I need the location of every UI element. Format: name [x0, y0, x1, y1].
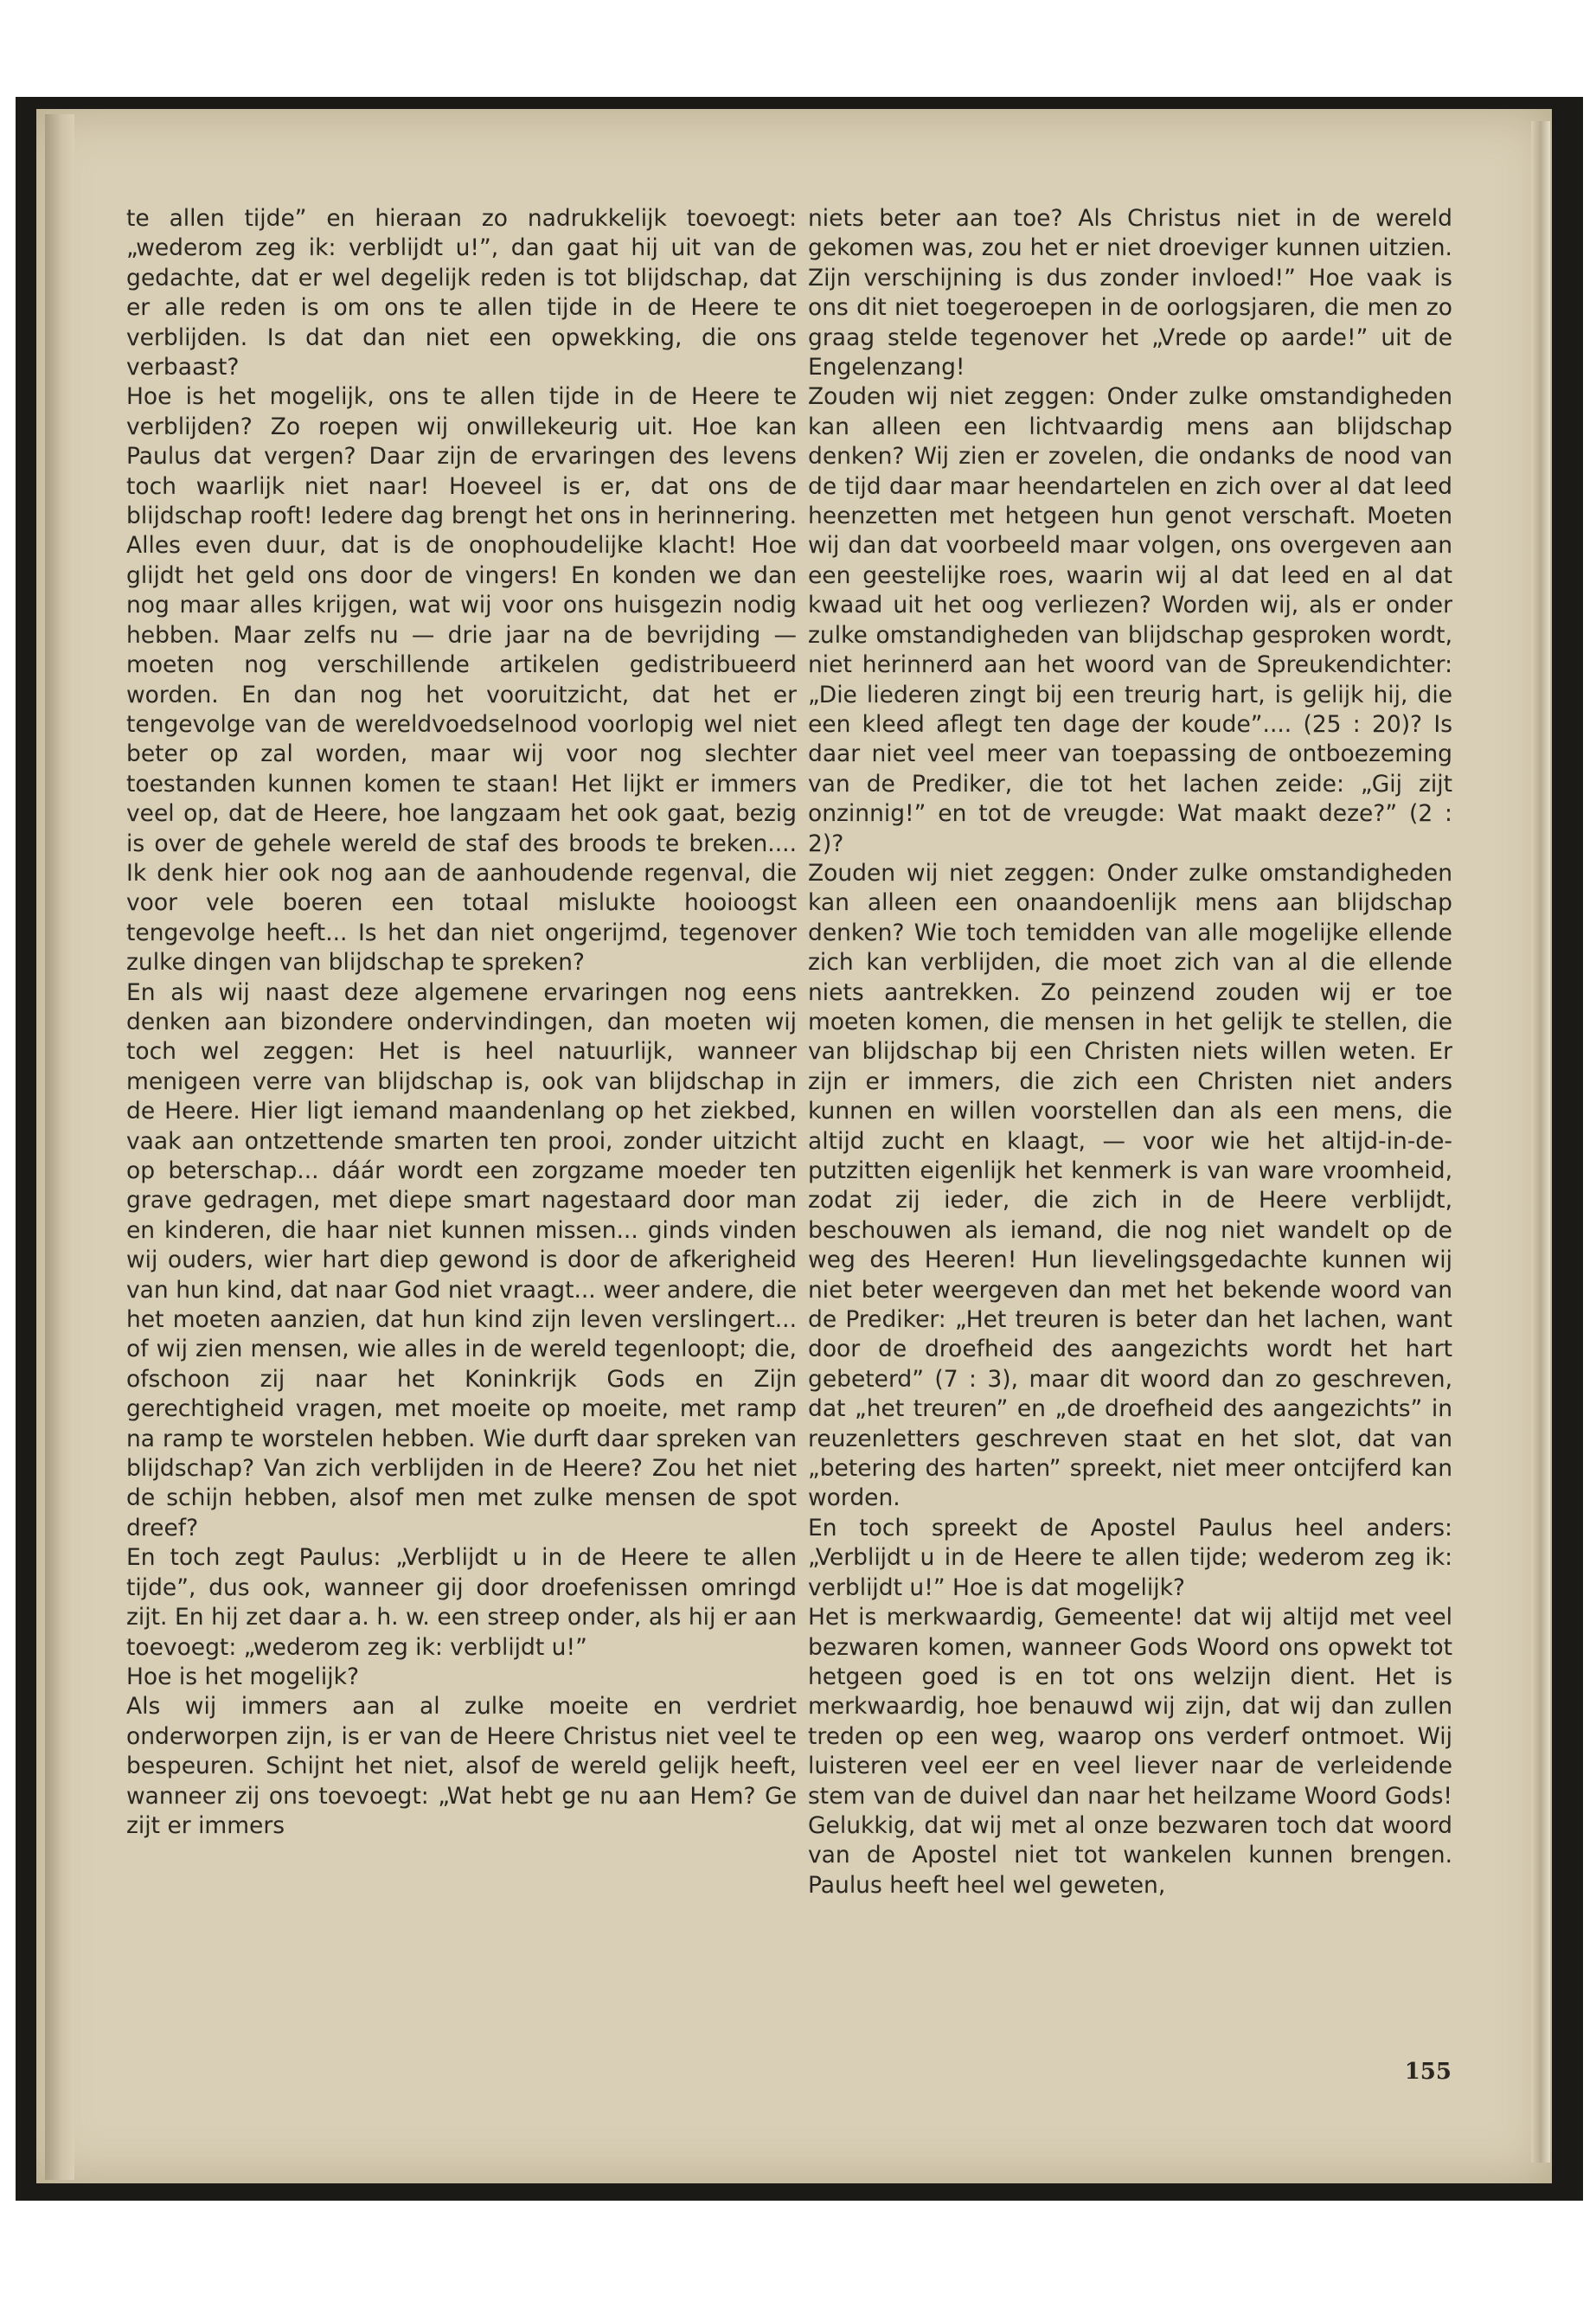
- paragraph: Zouden wij niet zeggen: Onder zulke omstandigheden kan alleen een onaandoenlijk mens aan blijdschap denken? Wie toch temidden van alle mogelijke ellende zich kan verblijden, die moet zich van al die ellende niets aantrekken. Zo peinzend zouden wij er toe moeten komen, die mensen in het gelijk te stellen, die van blijdschap bij een Christen niets willen weten. Er zijn er immers, die zich een Christen niet anders kunnen en willen voorstellen dan als een mens, die altijd zucht en klaagt, — voor wie het altijd-in-de-putzitten eigenlijk het kenmerk is van ware vroomheid, zodat zij ieder, die zich in de Heere verblijdt, beschouwen als iemand, die nog niet wandelt op de weg des Heeren! Hun lievelingsgedachte kunnen wij niet beter weergeven dan met het bekende woord van de Prediker: „Het treuren is beter dan het lachen, want door de droefheid des aangezichts wordt het hart gebeterd” (7 : 3), maar dit woord dan zo geschreven, dat „het treuren” en „de droefheid des aangezichts” in reuzenletters geschreven staat en het slot, dat van „betering des harten” spreekt, niet meer ontcijferd kan worden.: [808, 859, 1452, 1512]
- paragraph: Hoe is het mogelijk?: [126, 1663, 360, 1690]
- paragraph: Als wij immers aan al zulke moeite en verdriet onderworpen zijn, is er van de Heere Christus niet veel te bespeuren. Schijnt het niet, alsof de wereld gelijk heeft, wanneer zij ons toevoegt: „Wat hebt ge nu aan Hem? Ge zijt er immers: [126, 1693, 797, 1839]
- left-column: [126, 204, 797, 2099]
- right-column: [808, 204, 1452, 2099]
- paragraph: Hoe is het mogelijk, ons te allen tijde in de Heere te verblijden? Zo roepen wij onwillekeurig uit. Hoe kan Paulus dat vergen? Daar zijn de ervaringen des levens toch waarlijk niet naar! Hoeveel is er, dat ons de blijdschap rooft! Iedere dag brengt het ons in herinnering. Alles even duur, dat is de onophoudelijke klacht! Hoe glijdt het geld ons door de vingers! En konden we dan nog maar alles krijgen, wat wij voor ons huisgezin nodig hebben. Maar zelfs nu — drie jaar na de bevrijding — moeten nog verschillende artikelen gedistribueerd worden. En dan nog het vooruitzicht, dat het er tengevolge van de wereldvoedselnood voorlopig wel niet beter op zal worden, maar wij voor nog slechter toestanden kunnen komen te staan! Het lijkt er immers veel op, dat de Heere, hoe langzaam het ook gaat, bezig is over de gehele wereld de staf des broods te breken.... Ik denk hier ook nog aan de aanhoudende regenval, die voor vele boeren een totaal mislukte hooioogst tengevolge heeft... Is het dan niet ongerijmd, tegenover zulke dingen van blijdschap te spreken?: [126, 383, 797, 977]
- page-number: 155: [1404, 2059, 1452, 2085]
- paragraph: Zouden wij niet zeggen: Onder zulke omstandigheden kan alleen een lichtvaardig mens aan blijdschap denken? Wij zien er zovelen, die ondanks de nood van de tijd daar maar heendartelen en zich over al dat leed heenzetten met hetgeen hun genot verschaft. Moeten wij dan dat voorbeeld maar volgen, ons overgeven aan een geestelijke roes, waarin wij al dat leed en al dat kwaad uit het oog verliezen? Worden wij, als er onder zulke omstandigheden van blijdschap gesproken wordt, niet herinnerd aan het woord van de Spreukendichter: „Die liederen zingt bij een treurig hart, is gelijk hij, die een kleed aflegt ten dage der koude”.... (25 : 20)? Is daar niet veel meer van toepassing de ontboezeming van de Prediker, die tot het lachen zeide: „Gij zijt onzinnig!” en tot de vreugde: Wat maakt deze?” (2 : 2)?: [808, 383, 1452, 857]
- paragraph: En toch zegt Paulus: „Verblijdt u in de Heere te allen tijde”, dus ook, wanneer gij door droefenissen omringd zijt. En hij zet daar a. h. w. een streep onder, als hij er aan toevoegt: „wederom zeg ik: verblijdt u!”: [126, 1544, 797, 1661]
- paragraph: Het is merkwaardig, Gemeente! dat wij altijd met veel bezwaren komen, wanneer Gods Woord ons opwekt tot hetgeen goed is en tot ons welzijn dient. Het is merkwaardig, hoe benauwd wij zijn, dat wij dan zullen treden op een weg, waarop ons verderf ontmoet. Wij luisteren veel eer en veel liever naar de verleidende stem van de duivel dan naar het heilzame Woord Gods! Gelukkig, dat wij met al onze bezwaren toch dat woord van de Apostel niet tot wankelen kunnen brengen. Paulus heeft heel wel geweten,: [808, 1604, 1452, 1899]
- page-edge: [1531, 121, 1550, 2163]
- paragraph: te allen tijde” en hieraan zo nadrukkelijk toevoegt: „wederom zeg ik: verblijdt u!”, dan gaat hij uit van de gedachte, dat er wel degelijk reden is tot blijdschap, dat er alle reden is om ons te allen tijde in de Heere te verblijden. Is dat dan niet een opwekking, die ons verbaast?: [126, 205, 797, 381]
- paragraph: niets beter aan toe? Als Christus niet in de wereld gekomen was, zou het er niet droeviger kunnen uitzien. Zijn verschijning is dus zonder invloed!” Hoe vaak is ons dit niet toegeroepen in de oorlogsjaren, die men zo graag stelde tegenover het „Vrede op aarde!” uit de Engelenzang!: [808, 205, 1452, 381]
- paragraph: En toch spreekt de Apostel Paulus heel anders: „Verblijdt u in de Heere te allen tijde; wederom zeg ik: verblijdt u!” Hoe is dat mogelijk?: [808, 1514, 1452, 1601]
- paragraph: En als wij naast deze algemene ervaringen nog eens denken aan bizondere ondervindingen, dan moeten wij toch wel zeggen: Het is heel natuurlijk, wanneer menigeen verre van blijdschap is, ook van blijdschap in de Heere. Hier ligt iemand maandenlang op het ziekbed, vaak aan ontzettende smarten ten prooi, zonder uitzicht op beterschap... dáár wordt een zorgzame moeder ten grave gedragen, met diepe smart nagestaard door man en kinderen, die haar niet kunnen missen... ginds vinden wij ouders, wier hart diep gewond is door de afkerigheid van hun kind, dat naar God niet vraagt... weer andere, die het moeten aanzien, dat hun kind zijn leven verslingert... of wij zien mensen, wie alles in de wereld tegenloopt; die, ofschoon zij naar het Koninkrijk Gods en Zijn gerechtigheid vragen, met moeite op moeite, met ramp na ramp te worstelen hebben. Wie durft daar spreken van blijdschap? Van zich verblijden in de Heere? Zou het niet de schijn hebben, alsof men met zulke mensen de spot dreef?: [126, 978, 797, 1541]
- binding-shadow: [45, 114, 74, 2180]
